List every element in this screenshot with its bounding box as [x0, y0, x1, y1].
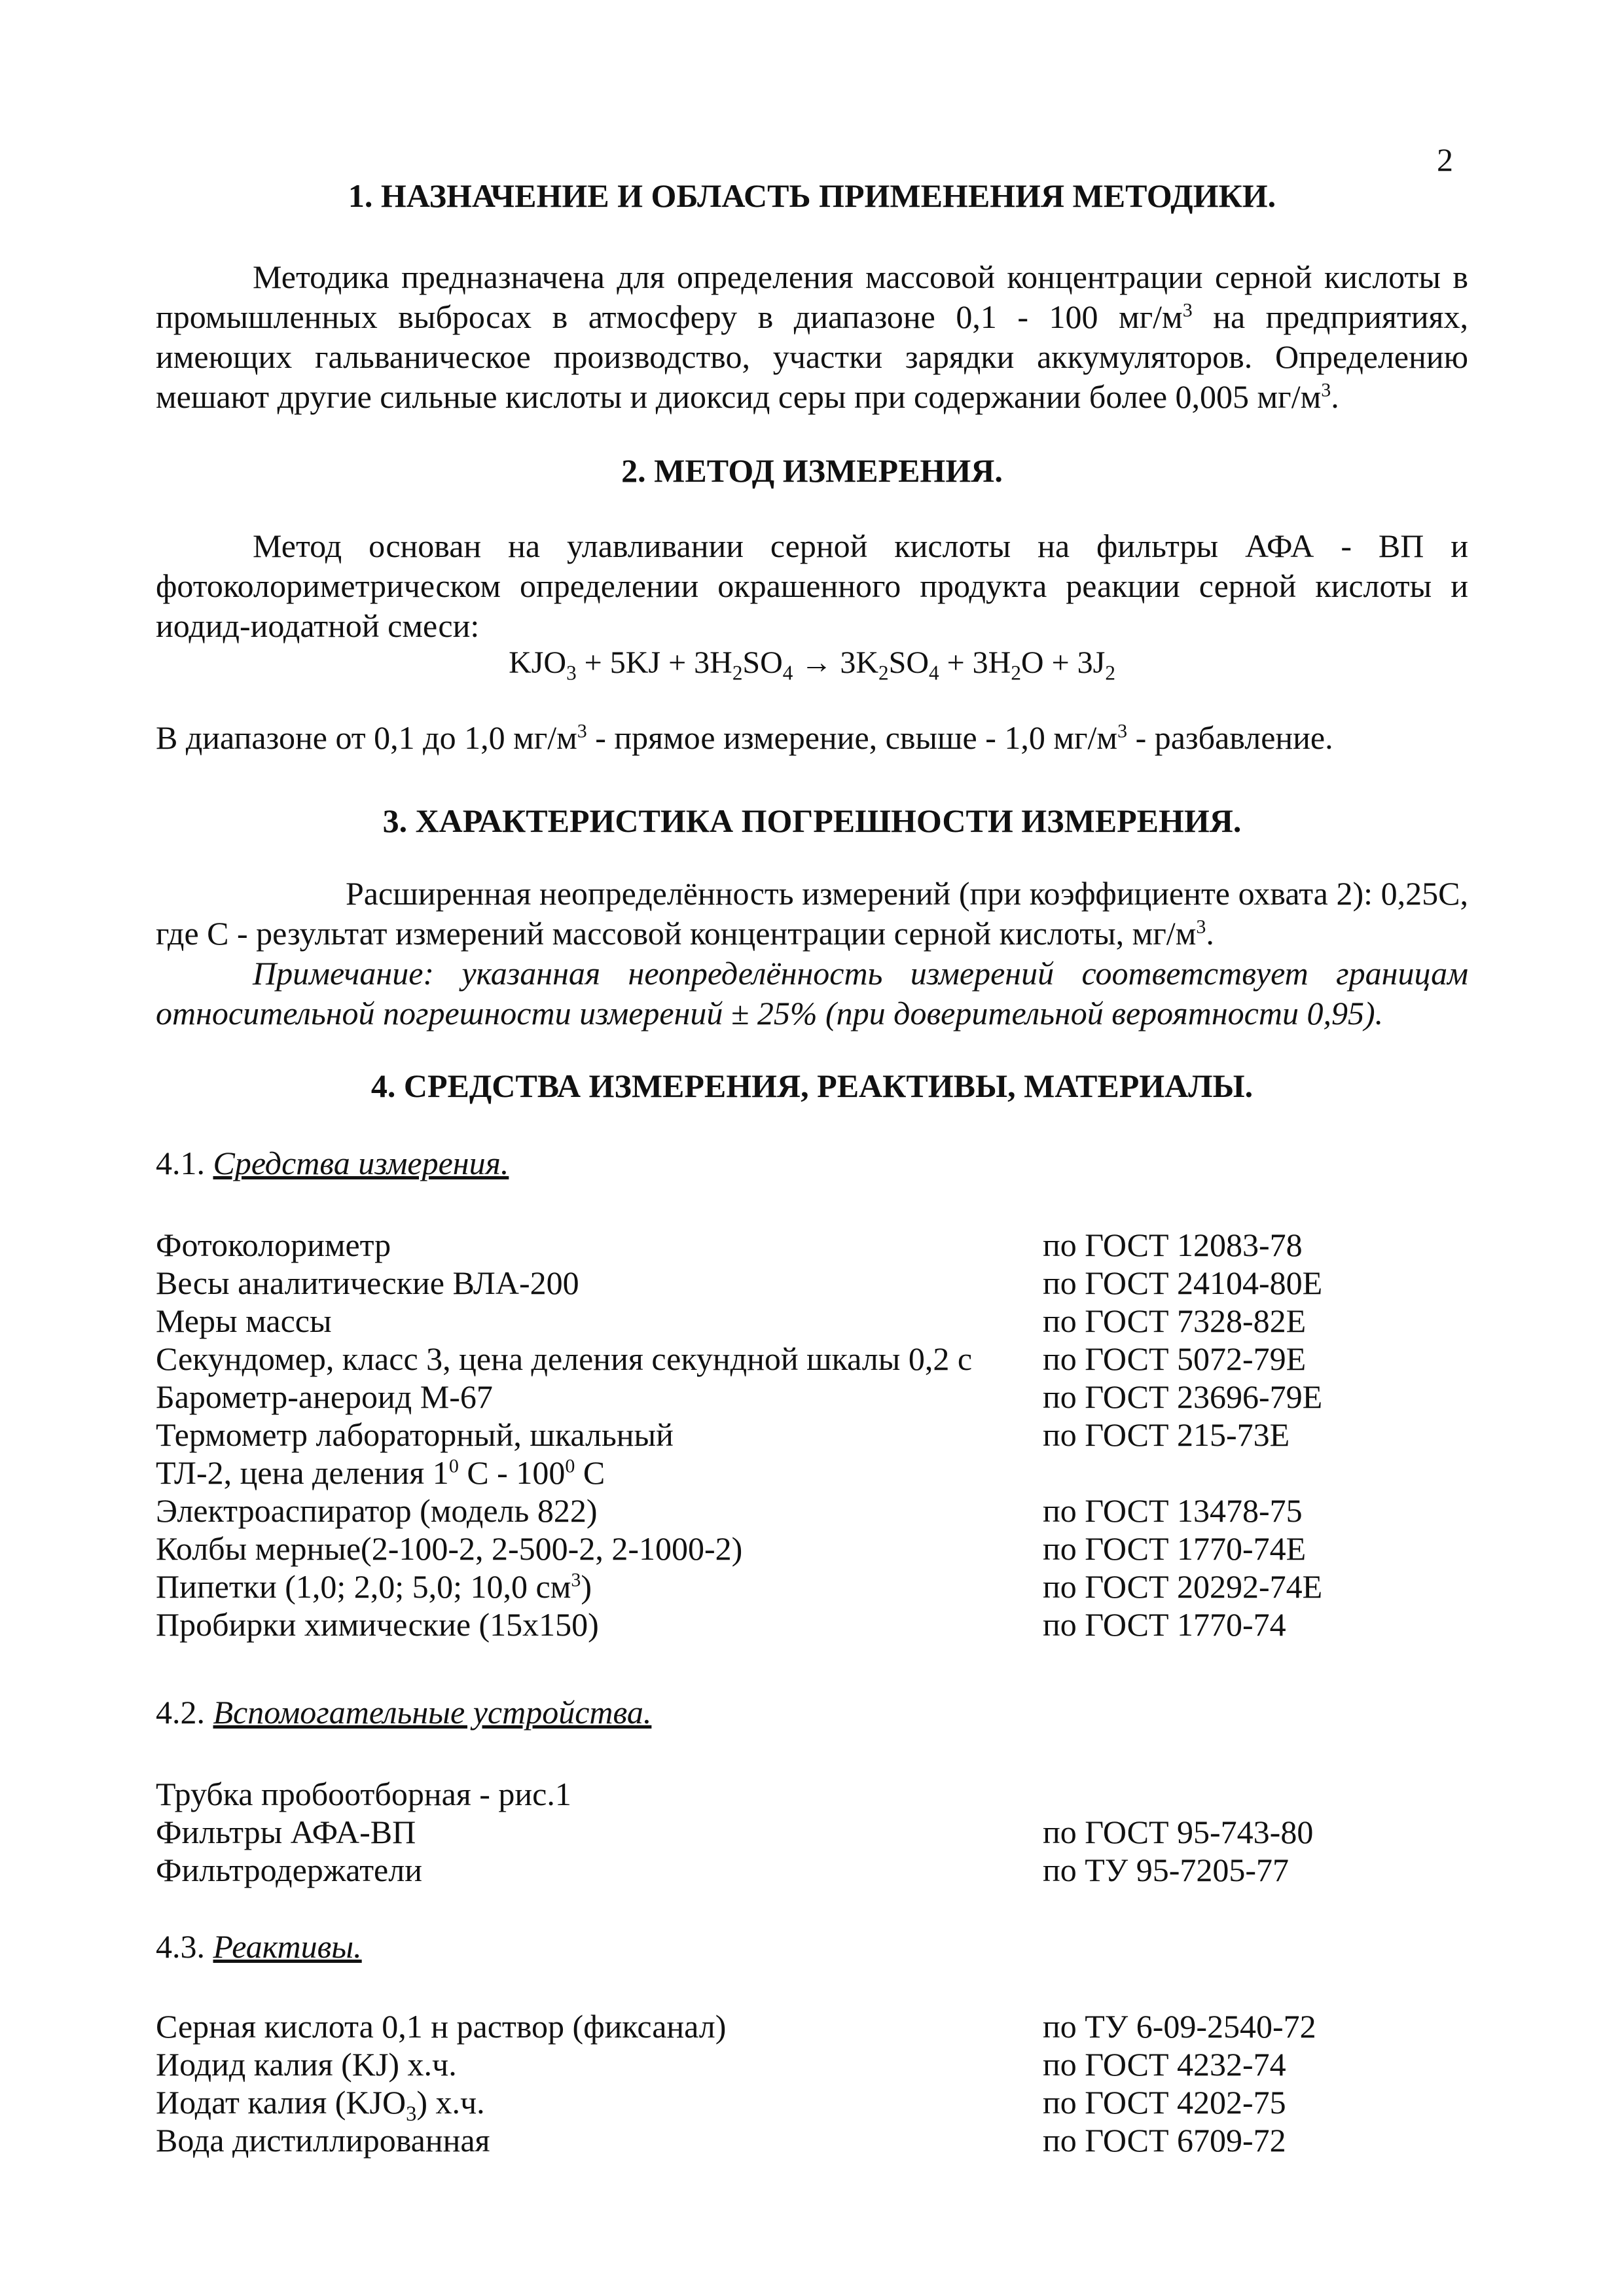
list-item: Трубка пробоотборная - рис.1 [156, 1776, 571, 1812]
list-item: Секундомер, класс 3, цена деления секундной шкалы 0,2 с по ГОСТ 5072-79Е [156, 1340, 1307, 1377]
section-3-text: Расширенная неопределённость измерений (при коэффициенте охвата 2): 0,25С, где С - результат измерений массовой концентрации серной кислоты, $мг/м^3$. Примечание: указанная неопределённость измерений соответствует границам относительной погрешности измерений ± 25% (при доверительной вероятности 0,95). [156, 874, 1468, 1033]
list-item: Фильтродержатели по ТУ 95-7205-77 [156, 1852, 1290, 1888]
list-item: Пипетки (1,0; 2,0; 5,0; 10,0 $см^3$) по ГОСТ 20292-74Е [156, 1568, 1323, 1605]
section-3-title: 3. ХАРАКТЕРИСТИКА ПОГРЕШНОСТИ ИЗМЕРЕНИЯ. [382, 802, 1242, 839]
list-item: Пробирки химические (15х150) по ГОСТ 1770-74 [156, 1606, 1286, 1643]
section-1-title: 1. НАЗНАЧЕНИЕ И ОБЛАСТЬ ПРИМЕНЕНИЯ МЕТОДИКИ. [348, 177, 1276, 214]
list-item: Иодат калия $(KJO_3)$ х.ч. по ГОСТ 4202-75 [156, 2084, 1286, 2126]
list-item: Термометр лабораторный, шкальный по ГОСТ 215-73Е [156, 1416, 1290, 1453]
page-number: 2 [1437, 141, 1453, 178]
section-1-text: Методика предназначена для определения массовой концентрации серной кислоты в промышленных выбросах в атмосферу в диапазоне 0,1 - 100 $мг/м^3$ на предприятиях, имеющих гальваническое производство, участки зарядки аккумуляторов. Определению мешают другие сильные кислоты и диоксид серы при содержании более 0,005 $мг/м^3$. [156, 259, 1468, 415]
list-item: Колбы мерные(2-100-2, 2-500-2, 2-1000-2) по ГОСТ 1770-74Е [156, 1530, 1307, 1567]
reagents-list [156, 2007, 1354, 2159]
auxiliary-devices-list [156, 1775, 1354, 1889]
list-item: Серная кислота 0,1 н раствор (фиксанал) по ТУ 6-09-2540-72 [156, 2008, 1316, 2045]
subsection-4-1-heading: 4.1. Средства измерения. [156, 1145, 509, 1181]
subsection-4-2-heading: 4.2. Вспомогательные устройства. [156, 1694, 652, 1731]
list-item: Электроаспиратор (модель 822) по ГОСТ 13478-75 [156, 1492, 1303, 1529]
list-item: Иодид калия (KJ) х.ч. по ГОСТ 4232-74 [156, 2046, 1286, 2083]
list-item: Вода дистиллированная по ГОСТ 6709-72 [156, 2122, 1286, 2159]
reaction-equation: $KJO_3 + 5KJ + 3H_2SO_4 \to 3K_2SO_4 + 3H_2O + 3J_2$ [509, 645, 1115, 685]
section-2-title: 2. МЕТОД ИЗМЕРЕНИЯ. [621, 452, 1003, 489]
section-4-title: 4. СРЕДСТВА ИЗМЕРЕНИЯ, РЕАКТИВЫ, МАТЕРИАЛЫ. [370, 1067, 1254, 1104]
list-item: Фотоколориметр по ГОСТ 12083-78 [156, 1227, 1303, 1263]
list-item: Весы аналитические ВЛА-200 по ГОСТ 24104-80Е [156, 1265, 1323, 1301]
section-2-text: Метод основан на улавливании серной кислоты на фильтры АФА - ВП и фотоколориметрическом определении окрашенного продукта реакции серной кислоты и иодид-иодатной смеси: [156, 528, 1468, 644]
section-3-note: Примечание: указанная неопределённость измерений соответствует границам относительной погрешности измерений ± 25% (при доверительной вероятности 0,95). [156, 955, 1468, 1031]
list-item: Меры массы по ГОСТ 7328-82Е [156, 1302, 1307, 1339]
list-item: Фильтры АФА-ВП по ГОСТ 95-743-80 [156, 1814, 1314, 1850]
list-item: Барометр-анероид М-67 по ГОСТ 23696-79Е [156, 1378, 1323, 1415]
range-text: В диапазоне от 0,1 до 1,0 $мг/м^3$ - прямое измерение, свыше - 1,0 $мг/м^3$ - разбавление. [156, 719, 1333, 756]
subsection-4-3-heading: 4.3. Реактивы. [156, 1928, 362, 1965]
list-item-continuation: ТЛ-2, цена деления $1^0$ С - $100^0$ С [156, 1454, 605, 1491]
measurement-instruments-list [156, 1226, 1354, 1643]
